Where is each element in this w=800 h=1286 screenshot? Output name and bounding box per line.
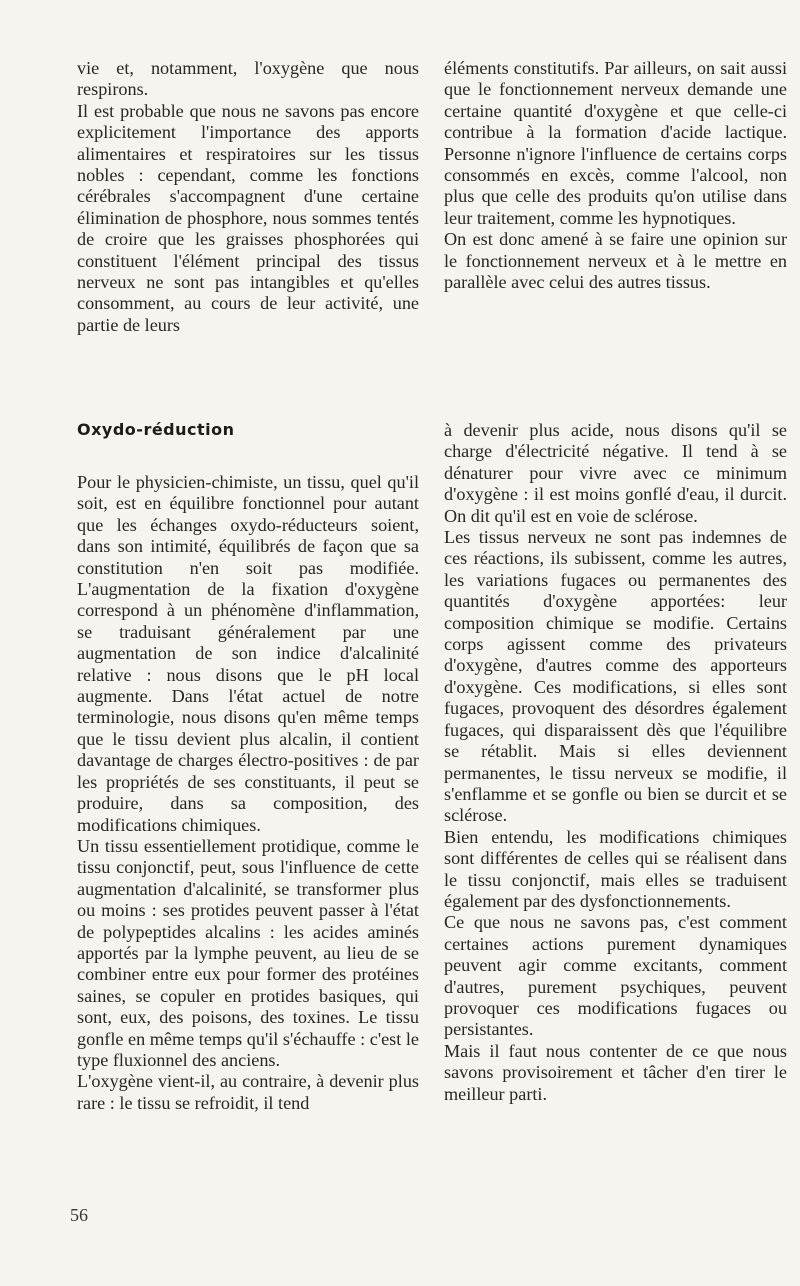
right-column-top — [444, 58, 787, 293]
left-column-bottom — [77, 472, 419, 1114]
section-heading: Oxydo-réduction — [77, 420, 235, 439]
paragraph: Les tissus nerveux ne sont pas indemnes de ces réactions, ils subissent, comme les autres, les variations fugaces ou permanentes des quantités d'oxygène apportées: leur composition chimique se modifie. Certains corps agissent comme des privateurs d'oxygène, d'autres comme des apporteurs d'oxygène. Ces modifications, si elles sont fugaces, provoquent des désordres également fugaces, qui disparaissent dès que l'équilibre se rétablit. Mais si elles deviennent permanentes, le tissu nerveux se modifie, il s'enflamme et se gonfle ou bien se durcit et se sclérose. — [444, 527, 787, 826]
paragraph: éléments constitutifs. Par ailleurs, on sait aussi que le fonctionnement nerveux demande une certaine quantité d'oxygène et que celle-ci contribue à la formation d'acide lactique. Personne n'ignore l'influence de certains corps consommés en excès, comme l'alcool, non plus que celle des produits qu'on utilise dans leur traitement, comme les hypnotiques. — [444, 58, 787, 228]
paragraph: Ce que nous ne savons pas, c'est comment certaines actions purement dynamiques peuvent agir comme excitants, comment d'autres, purement psychiques, peuvent provoquer ces modifications fugaces ou persistantes. — [444, 912, 787, 1040]
paragraph: Il est probable que nous ne savons pas encore explicitement l'importance des apports alimentaires et respiratoires sur les tissus nobles : cependant, comme les fonctions cérébrales s'accompagnent d'une certaine élimination de phosphore, nous sommes tentés de croire que les graisses phosphorées qui constituent l'élément principal des tissus nerveux ne sont pas intangibles et qu'elles consomment, au cours de leur activité, une partie de leurs — [77, 100, 419, 335]
page-number: 56 — [70, 1205, 88, 1225]
left-column-top — [77, 58, 419, 336]
paragraph: L'oxygène vient-il, au contraire, à devenir plus rare : le tissu se refroidit, il tend — [77, 1071, 419, 1113]
paragraph: Pour le physicien-chimiste, un tissu, quel qu'il soit, est en équilibre fonctionnel pour autant que les échanges oxydo-réducteurs soient, dans son intimité, équilibrés de façon que sa constitution n'en soit pas modifiée. L'augmentation de la fixation d'oxygène correspond à un phénomène d'inflammation, se traduisant généralement par une augmentation de son indice d'alcalinité relative : nous disons que le pH local augmente. Dans l'état actuel de notre terminologie, nous disons qu'en même temps que le tissu devient plus alcalin, il contient davantage de charges électro-positives : de par les propriétés de ses constituants, il peut se produire, dans sa composition, des modifications chimiques. — [77, 472, 419, 835]
paragraph: On est donc amené à se faire une opinion sur le fonctionnement nerveux et à le mettre en parallèle avec celui des autres tissus. — [444, 229, 787, 293]
right-column-bottom — [444, 420, 787, 1105]
paragraph: Mais il faut nous contenter de ce que nous savons provisoirement et tâcher d'en tirer le meilleur parti. — [444, 1040, 787, 1104]
paragraph: Un tissu essentiellement protidique, comme le tissu conjonctif, peut, sous l'influence de cette augmentation d'alcalinité, se transformer plus ou moins : ses protides peuvent passer à l'état de polypeptides alcalins : les acides aminés apportés par la lymphe peuvent, au lieu de se combiner entre eux pour former des protéines saines, se copuler en protides basiques, qui sont, eux, des poisons, des toxines. Le tissu gonfle en même temps qu'il s'échauffe : c'est le type fluxionnel des anciens. — [77, 835, 419, 1070]
paragraph: à devenir plus acide, nous disons qu'il se charge d'électricité négative. Il tend à se dénaturer pour vivre avec ce minimum d'oxygène : il est moins gonflé d'eau, il durcit. On dit qu'il est en voie de sclérose. — [444, 420, 787, 526]
paragraph: vie et, notamment, l'oxygène que nous respirons. — [77, 58, 419, 100]
paragraph: Bien entendu, les modifications chimiques sont différentes de celles qui se réalisent dans le tissu conjonctif, mais elles se traduisent également par des dysfonctionnements. — [444, 826, 787, 911]
